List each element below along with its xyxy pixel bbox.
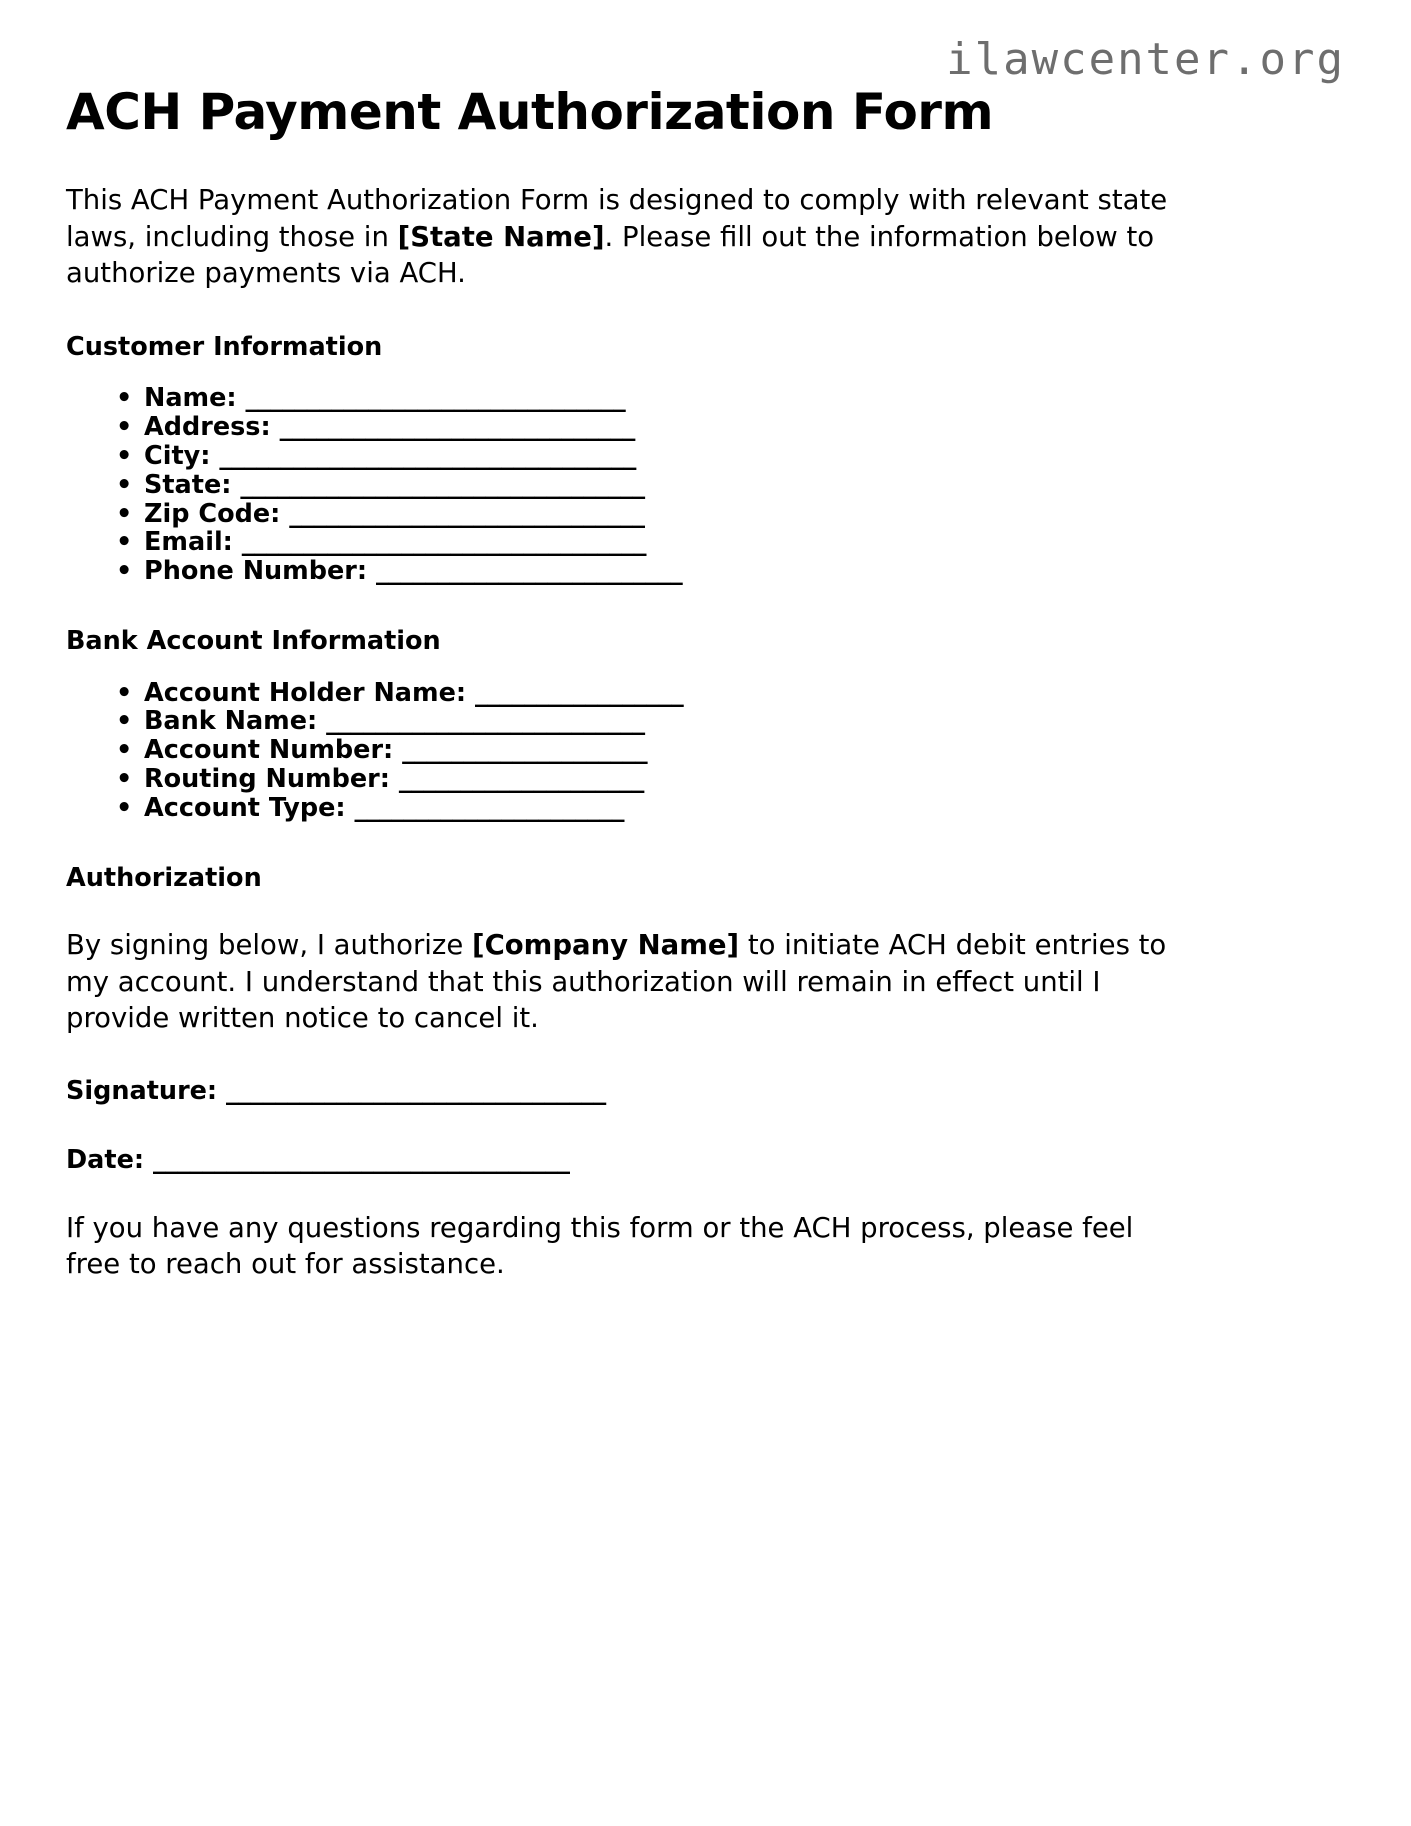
field-label: Account Number: <box>144 735 394 766</box>
authorization-paragraph <box>66 893 1196 1037</box>
field-blank[interactable]: ____________________ <box>398 764 644 794</box>
site-watermark: ilawcenter.org <box>946 34 1345 85</box>
field-label: Account Type: <box>144 792 346 823</box>
bank-account-information-fields <box>66 657 1196 823</box>
field-phone-number <box>144 557 1196 586</box>
field-label: Zip Code: <box>144 498 281 529</box>
field-account-number <box>144 736 1196 765</box>
field-blank[interactable]: _________________________________ <box>241 527 647 558</box>
field-blank[interactable]: ____________________ <box>402 735 648 766</box>
field-routing-number <box>144 765 1196 794</box>
field-label: Name: <box>144 383 237 414</box>
customer-information-fields <box>66 362 1196 586</box>
field-label: Bank Name: <box>144 706 318 737</box>
company-name-placeholder: [Company Name] <box>472 929 740 962</box>
field-label: Routing Number: <box>144 764 390 794</box>
field-name <box>144 384 1196 413</box>
date-label: Date: <box>66 1145 145 1176</box>
document-content <box>66 0 1196 1283</box>
field-label: Address: <box>144 412 271 443</box>
page-title: ACH Payment Authorization Form <box>66 83 994 141</box>
field-blank[interactable]: _____________________________ <box>289 498 645 529</box>
field-zip-code <box>144 500 1196 529</box>
field-label: Phone Number: <box>144 556 368 587</box>
field-account-type <box>144 794 1196 823</box>
field-label: City: <box>144 440 211 471</box>
field-city <box>144 442 1196 471</box>
intro-text-part2: . Please fill out the information below to authorize payments via ACH. <box>66 220 1155 290</box>
signature-blank[interactable]: _______________________________ <box>226 1075 606 1106</box>
field-address <box>144 413 1196 442</box>
date-row <box>66 1106 1196 1175</box>
field-account-holder-name <box>144 679 1196 708</box>
field-blank[interactable]: __________________________________ <box>219 440 636 471</box>
customer-information-heading: Customer Information <box>66 331 383 362</box>
signature-label: Signature: <box>66 1075 218 1106</box>
closing-paragraph: If you have any questions regarding this form or the ACH process, please feel free to reach out for assistance. <box>66 1211 1134 1281</box>
field-state <box>144 471 1196 500</box>
field-email <box>144 528 1196 557</box>
authorization-text-part2: to initiate ACH debit entries to my account. I understand that this authorization will remain in effect until I provide written notice to cancel it. <box>66 929 1167 1035</box>
intro-paragraph <box>66 140 1196 292</box>
field-blank[interactable]: _____________________________ <box>279 412 635 443</box>
field-blank[interactable]: _________________________________ <box>240 469 645 500</box>
field-label: State: <box>144 469 232 500</box>
field-bank-name <box>144 707 1196 736</box>
authorization-text-part1: By signing below, I authorize <box>66 929 473 962</box>
field-label: Email: <box>144 527 233 558</box>
field-blank[interactable]: __________________________ <box>326 706 645 737</box>
bank-account-information-heading: Bank Account Information <box>66 625 441 656</box>
field-blank[interactable]: _______________________________ <box>245 383 626 414</box>
field-blank[interactable]: ______________________ <box>354 792 624 823</box>
field-blank[interactable]: _________________ <box>474 677 684 708</box>
field-blank[interactable]: _________________________ <box>375 556 683 587</box>
field-label: Account Holder Name: <box>144 677 467 708</box>
intro-text-part1: This ACH Payment Authorization Form is designed to comply with relevant state laws, including those in <box>66 184 1168 253</box>
authorization-heading: Authorization <box>66 862 262 893</box>
state-name-placeholder: [State Name] <box>397 220 605 253</box>
date-blank[interactable]: __________________________________ <box>152 1145 570 1176</box>
signature-row <box>66 1037 1196 1106</box>
